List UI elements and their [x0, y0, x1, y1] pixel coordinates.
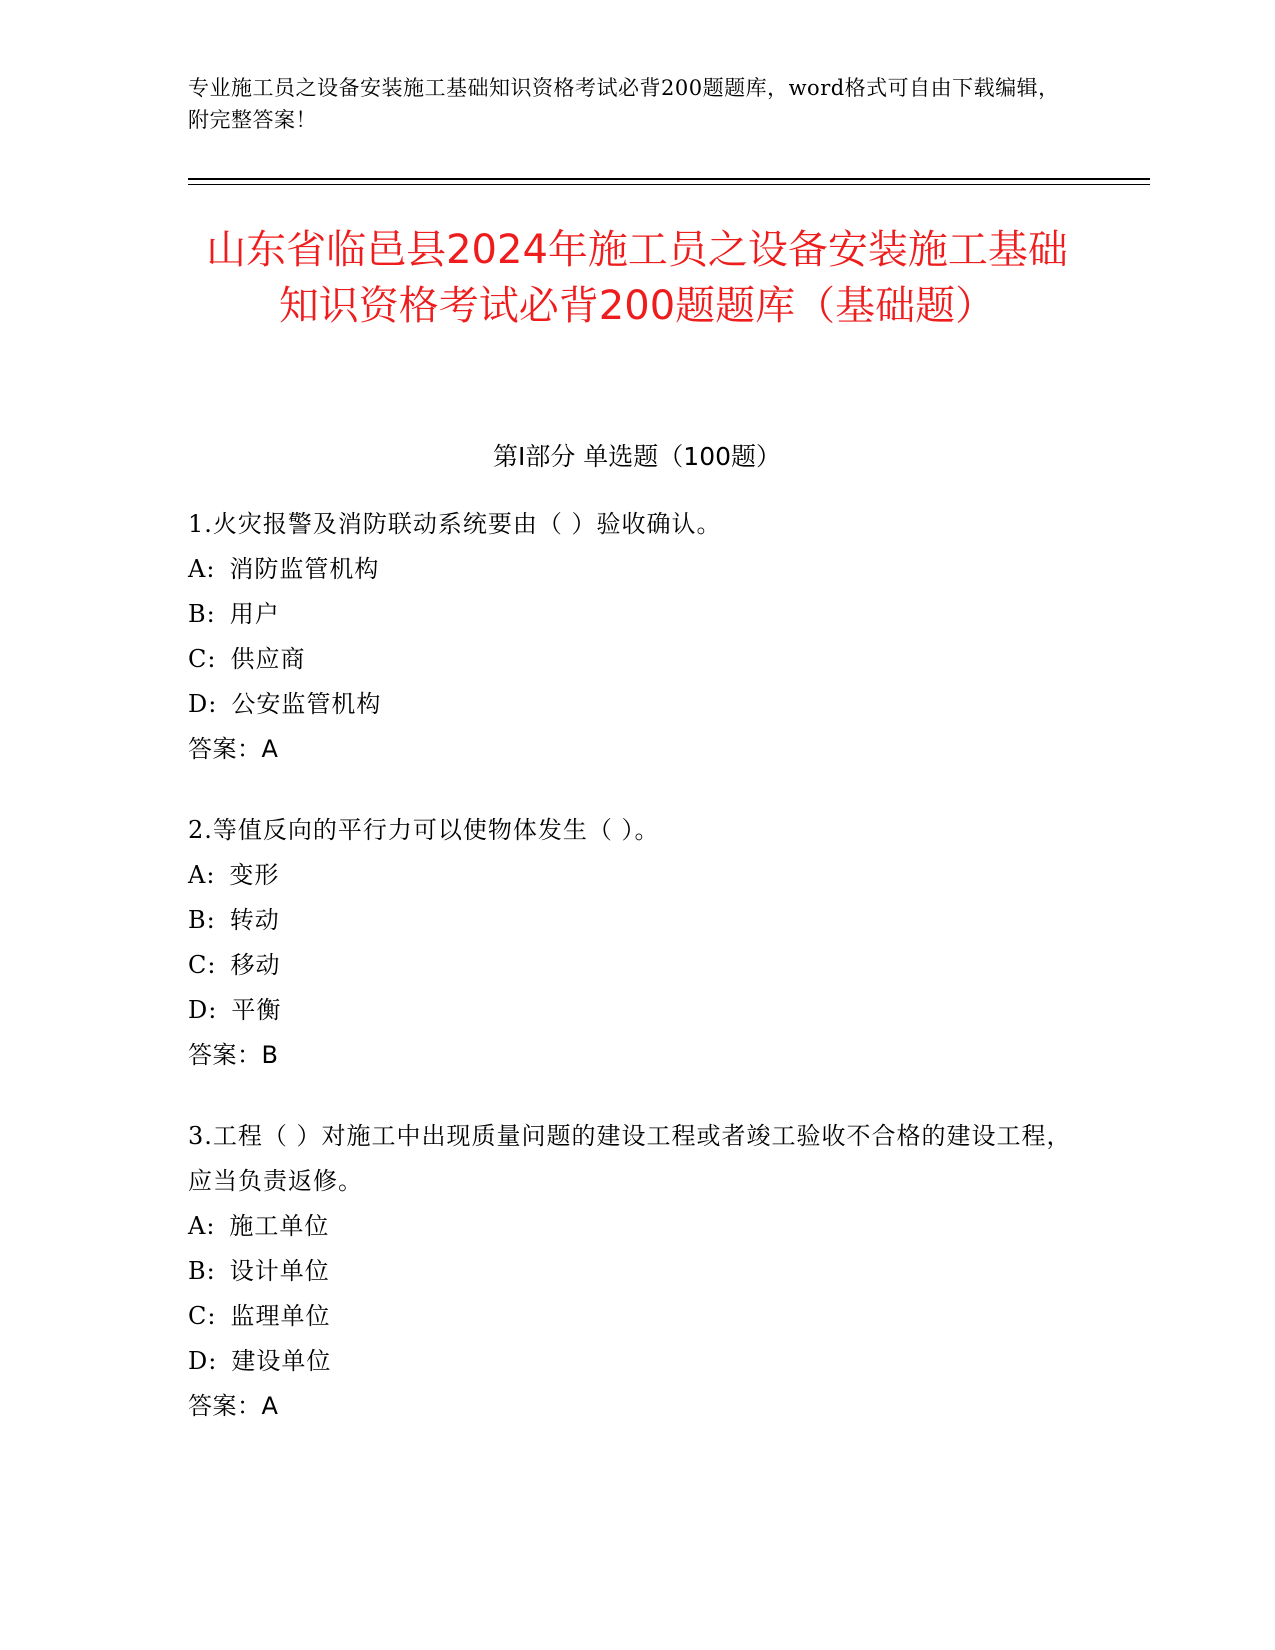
option-letter: D:	[188, 1347, 218, 1375]
option-b	[188, 898, 1078, 943]
option-a	[188, 1204, 1078, 1249]
option-letter: C:	[188, 1302, 217, 1330]
option-text: 转动	[229, 906, 280, 934]
question-3	[188, 1114, 1078, 1429]
option-d	[188, 988, 1078, 1033]
option-c	[188, 637, 1078, 682]
option-text: 消防监管机构	[229, 555, 380, 583]
question-2	[188, 808, 1078, 1078]
option-text: 用户	[229, 600, 280, 628]
option-letter: B:	[188, 600, 216, 628]
option-a	[188, 853, 1078, 898]
option-letter: C:	[188, 645, 217, 673]
option-text: 移动	[230, 951, 281, 979]
header-note: 专业施工员之设备安装施工基础知识资格考试必背200题题库，word格式可自由下载编辑，附完整答案！	[188, 76, 1060, 132]
option-text: 建设单位	[231, 1347, 332, 1375]
option-letter: B:	[188, 1257, 216, 1285]
option-text: 平衡	[231, 996, 282, 1024]
header-rule-thin	[188, 184, 1150, 185]
question-1	[188, 502, 1078, 772]
option-text: 设计单位	[229, 1257, 330, 1285]
option-text: 变形	[229, 861, 280, 889]
question-stem: 3.工程（ ）对施工中出现质量问题的建设工程或者竣工验收不合格的建设工程，应当负责返修。	[188, 1122, 1072, 1195]
option-d	[188, 682, 1078, 727]
option-c	[188, 943, 1078, 988]
option-letter: D:	[188, 996, 218, 1024]
option-letter: B:	[188, 906, 216, 934]
option-letter: C:	[188, 951, 217, 979]
option-b	[188, 592, 1078, 637]
option-c	[188, 1294, 1078, 1339]
option-b	[188, 1249, 1078, 1294]
option-letter: A:	[188, 555, 216, 583]
answer: 答案：A	[188, 735, 279, 763]
question-stem: 1.火灾报警及消防联动系统要由（ ）验收确认。	[188, 510, 722, 538]
document-title: 山东省临邑县2024年施工员之设备安装施工基础知识资格考试必背200题题库（基础题）	[206, 227, 1068, 329]
option-letter: A:	[188, 861, 216, 889]
section-title: 第I部分 单选题（100题）	[492, 442, 782, 471]
answer: 答案：A	[188, 1392, 279, 1420]
option-text: 监理单位	[230, 1302, 331, 1330]
header-rule-thick	[188, 178, 1150, 180]
option-d	[188, 1339, 1078, 1384]
option-text: 公安监管机构	[231, 690, 382, 718]
answer: 答案：B	[188, 1041, 279, 1069]
option-letter: A:	[188, 1212, 216, 1240]
option-text: 施工单位	[229, 1212, 330, 1240]
question-stem: 2.等值反向的平行力可以使物体发生（ ）。	[188, 816, 660, 844]
option-a	[188, 547, 1078, 592]
option-text: 供应商	[230, 645, 306, 673]
option-letter: D:	[188, 690, 218, 718]
